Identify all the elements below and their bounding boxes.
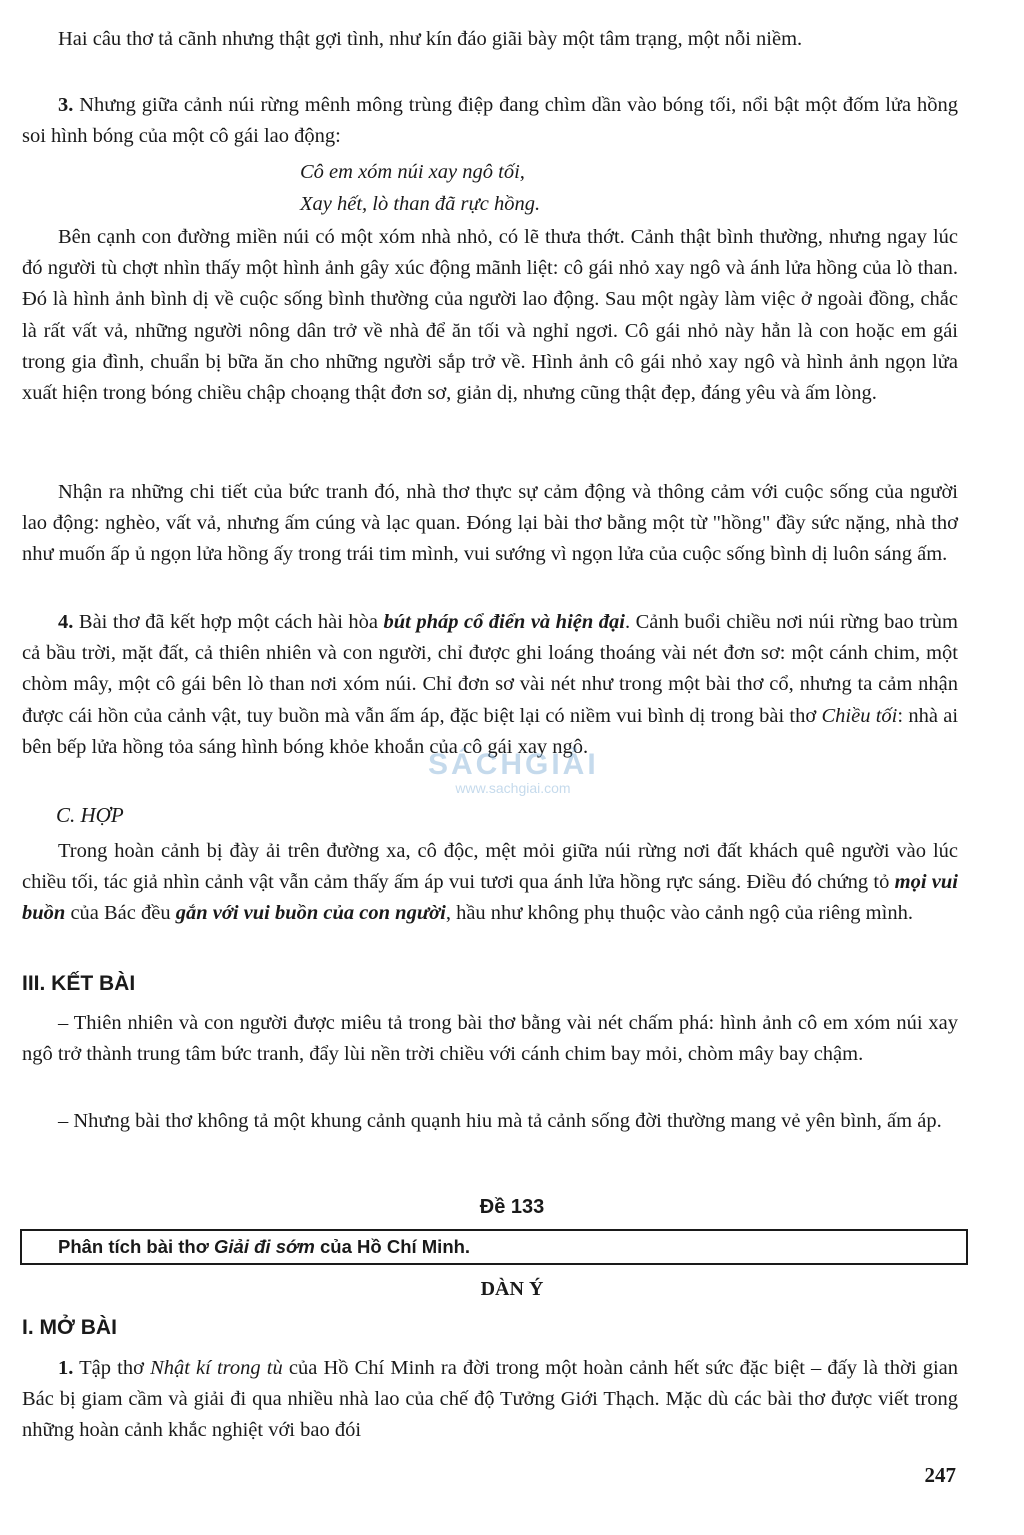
exercise-title: Đề 133 <box>479 1196 545 1218</box>
watermark-url: www.sachgiai.com <box>455 780 571 796</box>
item-number: 1. <box>58 1357 74 1379</box>
paragraph-intro: Hai câu thơ tả cãnh nhưng thật gợi tình, như kín đáo giãi bày một tâm trạng, một nỗi niềm. <box>58 28 803 50</box>
item-number: 4. <box>58 611 74 633</box>
section-heading-c-hop: C. HỢP <box>56 803 124 827</box>
watermark-logo-text: SÁCHGIẢI <box>428 748 599 781</box>
topic-box <box>20 1229 968 1265</box>
ket-bai-item: – Nhưng bài thơ không tả một khung cảnh quạnh hiu mà tả cảnh sống đời thường mang vẻ yên bình, ấm áp. <box>58 1110 942 1132</box>
paragraph-nhan-ra: Nhận ra những chi tiết của bức tranh đó, nhà thơ thực sự cảm động và thông cảm với cuộc sống của người lao động: nghèo, vất vả, nhưng ấm cúng và lạc quan. Đóng lại bài thơ bằng một từ "hồng" đầy sức nặng, nhà thơ như muốn ấp ủ ngọn lửa hồng ấy trong trái tim mình, vui sướng vì ngọn lửa của cuộc sống bình dị luôn sáng ấm. <box>22 481 958 566</box>
emphasis-text: bút pháp cổ điển và hiện đại <box>383 611 625 633</box>
outline-heading: DÀN Ý <box>480 1278 544 1300</box>
item-number: 3. <box>58 94 74 116</box>
poem-line: Cô em xóm núi xay ngô tối, <box>300 161 525 183</box>
poem-excerpt <box>300 156 540 220</box>
topic-text: Phân tích bài thơ Giải đi sớm của Hồ Chí Minh. <box>58 1236 471 1257</box>
emphasis-text: gắn với vui buồn của con người <box>175 902 446 925</box>
paragraph-3: 3. Nhưng giữa cảnh núi rừng mênh mông trùng điệp đang chìm dần vào bóng tối, nổi bật một đốm lửa hồng soi hình bóng của một cô gái lao động: <box>22 94 958 148</box>
poem-title: Chiều tối <box>821 704 898 727</box>
paragraph-ben-canh: Bên cạnh con đường miền núi có một xóm nhà nhỏ, có lẽ thưa thớt. Cảnh thật bình thường, nhưng ngay lúc đó người tù chợt nhìn thấy một hình ảnh gây xúc động mãnh liệt: cô gái nhỏ xay ngô và ánh lửa hồng của lò than. Đó là hình ảnh bình dị về cuộc sống bình thường của người lao động. Sau một ngày làm việc ở ngoài đồng, chắc là rất vất vả, những người nông dân trở về nhà để ăn tối và nghỉ ngơi. Cô gái nhỏ này hẳn là con hoặc em gái trong gia đình, chuẩn bị bữa ăn cho những người sắp trở về. Hình ảnh cô gái nhỏ xay ngô và hình ảnh ngọn lửa xuất hiện trong bóng chiều chập choạng thật đơn sơ, giản dị, nhưng cũng thật đẹp, đáng yêu và ấm lòng. <box>22 226 958 405</box>
book-title: Nhật kí trong tù <box>150 1357 283 1379</box>
section-heading-mo-bai: I. MỞ BÀI <box>22 1316 117 1339</box>
mo-bai-item: 1. Tập thơ Nhật kí trong tù của Hồ Chí Minh ra đời trong một hoàn cảnh hết sức đặc biệt – đấy là thời gian Bác bị giam cầm và giải đi qua nhiều nhà lao của chế độ Tưởng Giới Thạch. Mặc dù các bài thơ được viết trong những hoàn cảnh khắc nghiệt với bao đói <box>22 1357 958 1442</box>
paragraph-4: 4. Bài thơ đã kết hợp một cách hài hòa bút pháp cổ điển và hiện đại. Cảnh buổi chiều nơi núi rừng bao trùm cả bầu trời, mặt đất, cả thiên nhiên và con người, chỉ được ghi loáng thoáng vài nét đơn sơ: một cánh chim, một chòm mây, một cô gái bên lò than nơi xóm núi. Chỉ đơn sơ vài nét như trong một bài thơ cổ, nhưng ta cảm nhận được cái hồn của cảnh vật, tuy buồn mà vẫn ấm áp, đặc biệt lại có niềm vui bình dị trong bài thơ Chiều tối: nhà ai bên bếp lửa hồng tỏa sáng hình bóng khỏe khoắn của cô gái xay ngô. <box>22 611 959 758</box>
ket-bai-item: – Thiên nhiên và con người được miêu tả trong bài thơ bằng vài nét chấm phá: hình ảnh cô em xóm núi xay ngô trở thành trung tâm bức tranh, đẩy lùi nền trời chiều với cánh chim bay mỏi, chòm mây bay chậm. <box>22 1012 958 1066</box>
section-heading-ket-bai: III. KẾT BÀI <box>22 972 136 995</box>
poem-title: Giải đi sớm <box>214 1236 315 1257</box>
page-number: 247 <box>924 1463 956 1487</box>
poem-line: Xay hết, lò than đã rực hồng. <box>300 193 541 215</box>
paragraph-trong-hoan-canh: Trong hoàn cảnh bị đày ải trên đường xa, cô độc, mệt mỏi giữa núi rừng nơi đất khách quê người vào lúc chiều tối, tác giả nhìn cảnh vật vẫn cảm thấy ấm áp vui tươi qua ánh lửa hồng rực sáng. Điều đó chứng tỏ mọi vui buồn của Bác đều gắn với vui buồn của con người, hầu như không phụ thuộc vào cảnh ngộ của riêng mình. <box>22 840 958 925</box>
emphasis-text: mọi vui buồn <box>22 871 958 925</box>
